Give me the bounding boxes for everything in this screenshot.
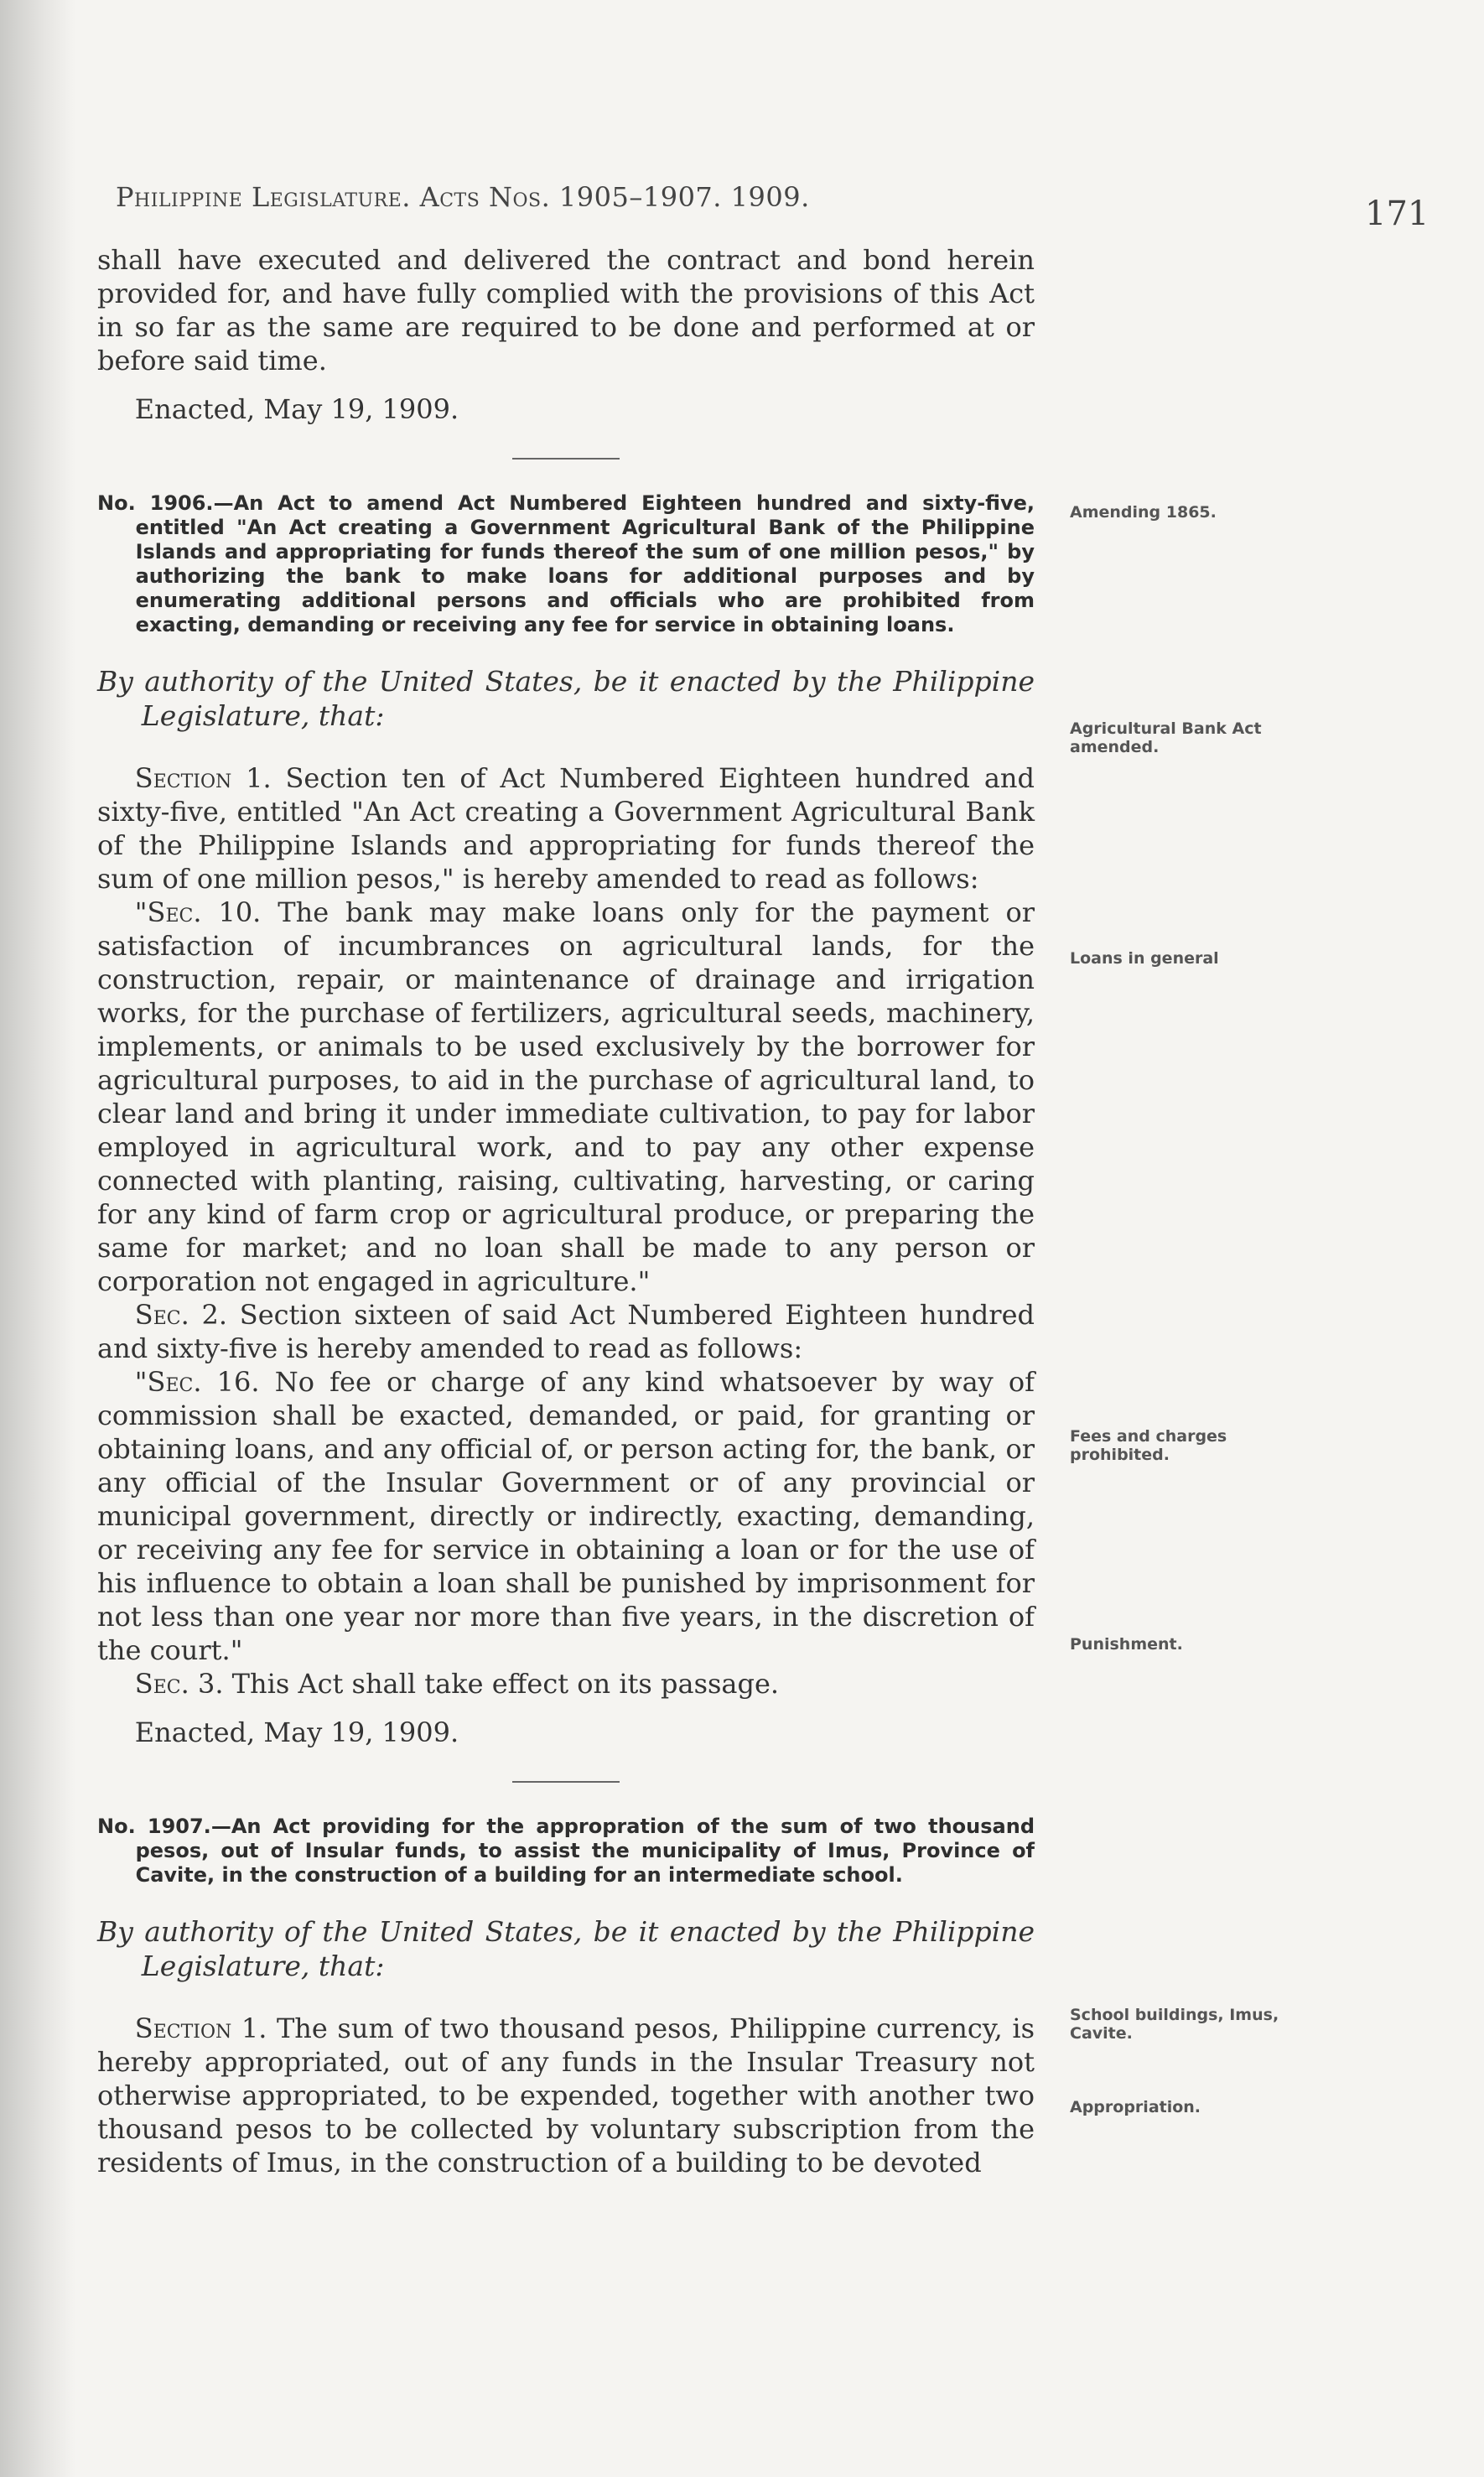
act-1907-heading bbox=[97, 1815, 1035, 1888]
section-label: Sec. bbox=[134, 1668, 189, 1700]
act-1906-title: —An Act to amend Act Numbered Eighteen hundred and sixty-five, entitled "An Act creating a Government Agricultural Bank of the Philippine Islands and appropriating for funds thereof the sum of one million pesos," by authorizing the bank to make loans for additional purposes and by enumerating additional persons and officials who are prohibited from exacting, demanding or receiving any fee for service in obtaining loans. bbox=[135, 491, 1035, 636]
act-1905-enacted-date: Enacted, May 19, 1909. bbox=[134, 393, 459, 425]
act-1906-heading bbox=[97, 491, 1035, 637]
section-text: 10. The bank may make loans only for the payment or satisfaction of incumbrances on agricultural lands, for the construction, repair, or maintenance of drainage and irrigation works, for the purchase of fertilizers, agricultural seeds, machinery, implements, or animals to be used exclusively by the borrower for agricultural purposes, to aid in the purchase of agricultural land, to clear land and bring it under immediate cultivation, to pay for labor employed in agricultural work, and to pay any other expense connected with planting, raising, cultivating, harvesting, or caring for any kind of farm crop or agricultural produce, or preparing the same for market; and no loan shall be made to any person or corporation not engaged in agriculture." bbox=[97, 896, 1035, 1297]
act-1905-closing-text: shall have executed and delivered the contract and bond herein provided for, and have fully complied with the provisions of this Act in so far as the same are required to be done and performed at or before said time. bbox=[97, 244, 1035, 376]
margin-note-agricultural-bank: Agricultural Bank Act amended. bbox=[1070, 719, 1262, 756]
section-text: 2. Section sixteen of said Act Numbered Eighteen hundred and sixty-five is hereby amended to read as follows: bbox=[97, 1299, 1035, 1364]
margin-note-loans-general: Loans in general bbox=[1070, 949, 1219, 968]
section-divider bbox=[512, 1781, 620, 1783]
act-1907-number: No. 1907. bbox=[97, 1815, 211, 1838]
act-1906-number: No. 1906. bbox=[97, 491, 214, 515]
act-1906-quoted-section-10 bbox=[97, 896, 1035, 1298]
act-1906-section-2 bbox=[97, 1298, 1035, 1365]
margin-note-appropriation: Appropriation. bbox=[1070, 2098, 1201, 2116]
page-body bbox=[97, 243, 1035, 2179]
running-header: Philippine Legislature. Acts Nos. 1905–1907. 1909. bbox=[116, 181, 810, 213]
section-text: 16. No fee or charge of any kind whatsoever by way of commission shall be exacted, demanded, or paid, for granting or obtaining loans, and any official of, or person acting for, the bank, or any official of the Insular Government or of any provincial or municipal government, directly or indirectly, exacting, demanding, or receiving any fee for service in obtaining a loan or for the use of his influence to obtain a loan shall be punished by imprisonment for not less than one year nor more than five years, in the discretion of the court." bbox=[97, 1366, 1035, 1666]
act-1906-quoted-section-16 bbox=[97, 1365, 1035, 1667]
margin-note-punishment: Punishment. bbox=[1070, 1635, 1183, 1654]
section-label: Sec. bbox=[134, 1299, 189, 1331]
margin-note-school-buildings: School buildings, Imus, Cavite. bbox=[1070, 2006, 1279, 2043]
section-label: Section bbox=[134, 762, 232, 794]
section-text: 1. The sum of two thousand pesos, Philippine currency, is hereby appropriated, out of any funds in the Insular Treasury not otherwise appropriated, to be expended, together with another two thousand pesos to be collected by voluntary subscription from the residents of Imus, in the construction of a building to be devoted bbox=[97, 2012, 1035, 2178]
act-1906-section-1 bbox=[97, 761, 1035, 896]
margin-note-fees-prohibited: Fees and charges prohibited. bbox=[1070, 1427, 1227, 1464]
section-divider bbox=[512, 458, 620, 460]
act-1906-enacting-clause: By authority of the United States, be it enacted by the Philippine Legislature, that: bbox=[97, 665, 1035, 732]
section-label: "Sec. bbox=[134, 896, 202, 928]
act-1906-enacted-date: Enacted, May 19, 1909. bbox=[134, 1716, 459, 1748]
section-text: 1. Section ten of Act Numbered Eighteen hundred and sixty-five, entitled "An Act creating a Government Agricultural Bank of the Philippine Islands and appropriating for funds thereof the sum of one million pesos," is hereby amended to read as follows: bbox=[97, 762, 1035, 895]
section-label: "Sec. bbox=[134, 1366, 202, 1398]
act-1906-section-3 bbox=[97, 1667, 1035, 1701]
margin-note-amending: Amending 1865. bbox=[1070, 503, 1217, 522]
act-1907-title: —An Act providing for the appropration of the sum of two thousand pesos, out of Insular funds, to assist the municipality of Imus, Province of Cavite, in the construction of a building for an intermediate school. bbox=[135, 1815, 1035, 1887]
section-label: Section bbox=[134, 2012, 232, 2044]
act-1907-section-1 bbox=[97, 2012, 1035, 2179]
page-number: 171 bbox=[1365, 195, 1430, 233]
act-1907-enacting-clause: By authority of the United States, be it enacted by the Philippine Legislature, that: bbox=[97, 1915, 1035, 1982]
section-text: 3. This Act shall take effect on its passage. bbox=[189, 1668, 780, 1700]
